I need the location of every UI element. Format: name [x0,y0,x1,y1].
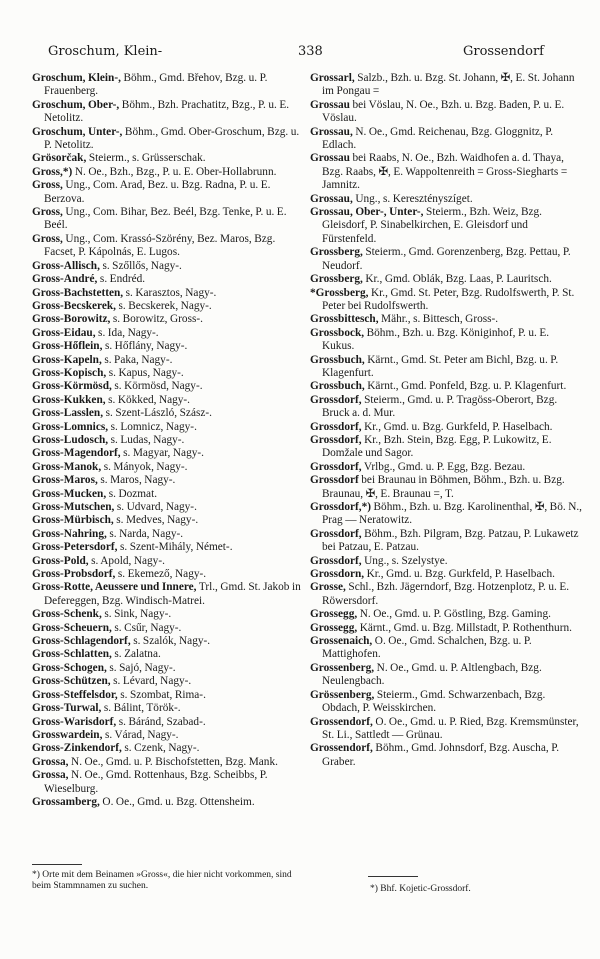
gazetteer-entry [32,179,304,206]
entry-text: Böhm., Gmd. Břehov, Bzg. u. P. Frauenberg. [44,72,268,98]
gazetteer-entry [310,555,582,568]
entry-text: N. Oe., Gmd. u. P. Altlengbach, Bzg. Neulengbach. [322,661,542,688]
entry-text: Böhm., Bzh. u. Bzg. Karolinenthal, ✠, Bö. N., Prag — Neratowitz. [322,501,583,527]
entry-text: Ung., Com. Krassó-Szörény, Bez. Maros, Bzg. Facset, P. Kápolnás, E. Lugos. [44,232,276,259]
entry-headword: Gross-Schenk, [32,608,102,621]
gazetteer-entry [310,206,582,246]
gazetteer-entry [310,152,582,192]
entry-headword: Gross-Ludosch, [32,433,109,446]
entry-text: N. Oe., Gmd. u. P. Göstling, Bzg. Gaming. [359,608,551,621]
gazetteer-entry [310,461,582,474]
entry-text: s. Sink, Nagy-. [104,608,172,621]
entry-headword: Grossendorf, [310,742,373,755]
entry-headword: Grossegg, [310,608,358,621]
entry-headword: Gross-Hőflein, [32,340,103,353]
entry-headword: Gross-Petersdorf, [32,541,118,554]
entry-headword: Grossau, [310,125,353,138]
gazetteer-entry [32,394,304,407]
entry-headword: Grossdorn, [310,568,365,581]
gazetteer-entry [32,675,304,688]
gazetteer-entry [32,488,304,501]
footnote-divider-right [368,876,418,877]
entry-text: N. Oe., Gmd. u. P. Bischofstetten, Bzg. Mank. [71,755,278,768]
entry-headword: Grossdorf [310,474,359,487]
entry-headword: Grossbuch, [310,353,365,366]
entry-text: bei Raabs, N. Oe., Bzh. Waidhofen a. d. Thaya, Bzg. Raabs, ✠, E. Wappoltenreith = Gross-Siegharts = Jamnitz. [322,152,568,192]
entry-text: O. Oe., Gmd. u. Bzg. Ottensheim. [102,795,255,808]
gazetteer-entry [32,152,304,165]
entry-headword: Gross-Kapeln, [32,353,102,366]
entry-text: s. Magyar, Nagy-. [123,447,204,460]
gazetteer-entry [310,287,582,314]
gazetteer-entry [32,340,304,353]
entry-text: s. Zalatna. [114,648,161,661]
entry-headword: Grossau, Ober-, Unter-, [310,206,424,219]
entry-text: s. Kapus, Nagy-. [108,366,184,379]
gazetteer-entry [32,380,304,393]
gazetteer-entry [32,528,304,541]
entry-text: Steierm., Gmd. u. P. Tragöss-Oberort, Bzg. Bruck a. d. Mur. [322,393,558,420]
gazetteer-entry [310,635,582,662]
entry-headword: Grossdorf, [310,460,362,473]
gazetteer-entry [310,72,582,99]
entry-headword: Groschum, Klein-, [32,72,121,84]
entry-headword: Gross-Turwal, [32,702,102,715]
entry-headword: Gross-André, [32,273,98,286]
entry-text: Steierm., s. Grüsserschak. [88,152,206,165]
entry-text: s. Maros, Nagy-. [100,474,176,487]
entry-headword: Grossdorf, [310,433,362,446]
entry-text: s. Körmösd, Nagy-. [114,380,203,393]
gazetteer-entry [32,702,304,715]
entry-headword: Grossa, [32,769,69,782]
entry-headword: Gross-Kukken, [32,393,106,406]
running-header [40,44,562,62]
gazetteer-entry [310,313,582,326]
page-number: 338 [298,44,323,59]
entry-text: s. Endréd. [99,273,146,286]
entry-headword: Grossenberg, [310,661,375,674]
gazetteer-entry [310,568,582,581]
gazetteer-entry [32,581,304,608]
entry-text: N. Oe., Bzh., Bzg., P. u. E. Ober-Hollabrunn. [74,165,277,178]
entry-text: s. Czenk, Nagy-. [124,742,200,755]
entry-headword: Grossdorf, [310,554,362,567]
entry-headword: Grossegg, [310,621,358,634]
gazetteer-entry [32,662,304,675]
gazetteer-entry [32,501,304,514]
gazetteer-entry [32,434,304,447]
entry-text: s. Ludas, Nagy-. [110,433,185,446]
gazetteer-entry [32,716,304,729]
footnote-divider [32,864,82,865]
entry-headword: Grossau [310,152,350,165]
entry-headword: Gross-Allisch, [32,259,100,272]
footnote-right: *) Bhf. Kojetic-Grossdorf. [370,884,471,894]
gazetteer-entry [32,474,304,487]
entry-text: s. Narda, Nagy-. [109,527,184,540]
gazetteer-entry [32,756,304,769]
entry-text: Ung., s. Szelystye. [364,554,448,567]
entry-headword: Gross-Zinkendorf, [32,742,122,755]
entry-text: Schl., Bzh. Jägerndorf, Bzg. Hotzenplotz, P. u. E. Röwersdorf. [322,581,570,607]
entry-text: s. Kökked, Nagy-. [108,393,191,406]
entry-text: s. Várad, Nagy-. [104,728,179,741]
entry-text: s. Mányok, Nagy-. [103,460,188,473]
gazetteer-entry [310,246,582,273]
gazetteer-entry [32,541,304,554]
entry-headword: Groschum, Ober-, [32,98,120,111]
gazetteer-entry [310,608,582,621]
entry-text: N. Oe., Gmd. Reichenau, Bzg. Gloggnitz, P. Edlach. [322,125,554,152]
left-column [32,72,304,809]
entry-headword: Gross-Schützen, [32,675,111,688]
entry-headword: Grössenberg, [310,688,375,701]
entry-headword: Grossdorf, [310,420,362,433]
gazetteer-entry [32,421,304,434]
entry-text: s. Ida, Nagy-. [98,326,159,339]
gazetteer-entry [32,327,304,340]
entry-headword: Gross,*) [32,165,73,178]
gazetteer-entry [310,126,582,153]
entry-headword: Grossbuch, [310,380,365,393]
entry-text: Kr., Gmd. u. Bzg. Gurkfeld, P. Haselbach. [364,420,553,433]
gazetteer-entry [32,514,304,527]
entry-text: s. Lomnicz, Nagy-. [110,420,197,433]
entry-text: s. Szőllős, Nagy-. [102,259,182,272]
entry-headword: Gross-Eidau, [32,326,96,339]
entry-text: Böhm., Bzh. Prachatitz, Bzg., P. u. E. Netolitz. [44,98,290,125]
entry-text: Trl., Gmd. St. Jakob in Defereggen, Bzg. Windisch-Matrei. [44,581,301,607]
entry-text: s. Sajó, Nagy-. [109,661,176,674]
entry-text: s. Dozmat. [108,487,158,500]
footnote-left: *) Orte mit dem Beinamen »Gross«, die hier nicht vorkommen, sind beim Stammnamen zu suchen. [32,870,292,891]
entry-headword: Grossberg, [310,273,363,286]
gazetteer-entry [310,716,582,743]
entry-headword: Gross-Probsdorf, [32,568,116,581]
gazetteer-entry [310,193,582,206]
entry-headword: Gross-Nahring, [32,527,107,540]
entry-text: Steierm., Gmd. Gorenzenberg, Bzg. Pettau, P. Neudorf. [322,246,571,272]
entry-text: Kärnt., Gmd. Ponfeld, Bzg. u. P. Klagenfurt. [367,380,567,393]
entry-text: s. Báránd, Szabad-. [118,715,206,728]
header-left: Groschum, Klein- [48,44,163,59]
gazetteer-entry [32,635,304,648]
entry-headword: Gross-Warisdorf, [32,715,117,728]
entry-headword: Grossendorf, [310,715,373,728]
entry-text: bei Vöslau, N. Oe., Bzh. u. Bzg. Baden, P. u. E. Vöslau. [322,98,565,125]
entry-text: s. Ekemező, Nagy-. [117,568,207,581]
entry-headword: Gross-Schlatten, [32,648,112,661]
gazetteer-entry [32,300,304,313]
entry-text: s. Lévard, Nagy-. [113,675,192,688]
entry-headword: Gross-Maros, [32,474,98,487]
entry-headword: Gross-Becskerek, [32,299,116,312]
entry-headword: Grossamberg, [32,795,100,808]
entry-headword: Gross, [32,179,63,192]
entry-text: s. Borowitz, Gross-. [112,313,203,326]
gazetteer-entry [310,354,582,381]
entry-headword: Gross-Mutschen, [32,501,115,513]
entry-text: Böhm., Gmd. Ober-Groschum, Bzg. u. P. Netolitz. [44,125,300,152]
right-column [310,72,582,769]
entry-text: Kärnt., Gmd. St. Peter am Bichl, Bzg. u. P. Klagenfurt. [322,353,559,379]
entry-text: s. Karasztos, Nagy-. [125,286,217,299]
gazetteer-entry [32,555,304,568]
entry-headword: Grosse, [310,581,346,594]
gazetteer-entry [310,474,582,501]
entry-headword: Gross-Körmösd, [32,380,112,393]
gazetteer-entry [32,608,304,621]
gazetteer-entry [310,528,582,555]
entry-headword: Gross-Manok, [32,460,102,473]
entry-headword: Grossdorf, [310,393,362,406]
entry-text: Vrlbg., Gmd. u. P. Egg, Bzg. Bezau. [363,460,526,473]
entry-text: Ung., s. Keresztényszíget. [355,192,473,205]
entry-text: O. Oe., Gmd. Schalchen, Bzg. u. P. Mattighofen. [322,635,532,661]
gazetteer-entry [32,622,304,635]
gazetteer-entry [310,99,582,126]
entry-headword: Gross-Magendorf, [32,447,121,460]
entry-text: Steierm., Bzh. Weiz, Bzg. Gleisdorf, P. Sinabelkirchen, E. Gleisdorf und Fürstenfeld. [322,206,542,245]
gazetteer-entry [310,689,582,716]
entry-text: O. Oe., Gmd. u. P. Ried, Bzg. Kremsmünster, St. Li., Sattledt — Grünau. [322,715,579,741]
entry-headword: Gross, [32,232,63,245]
entry-headword: Grossau, [310,192,353,205]
gazetteer-entry [32,166,304,179]
gazetteer-entry [32,313,304,326]
gazetteer-entry [32,72,304,99]
entry-text: N. Oe., Gmd. Rottenhaus, Bzg. Scheibbs, P. Wieselburg. [44,769,268,795]
entry-headword: Gross-Schlagendorf, [32,635,131,648]
gazetteer-entry [32,354,304,367]
entry-text: s. Szalók, Nagy-. [133,635,211,648]
gazetteer-entry [310,662,582,689]
entry-headword: Gross-Scheuern, [32,621,112,634]
gazetteer-entry [32,407,304,420]
gazetteer-entry [310,581,582,608]
entry-headword: *Grossberg, [310,286,369,299]
entry-headword: Gross-Lasslen, [32,407,104,420]
entry-text: s. Szent-László, Szász-. [105,407,212,420]
entry-headword: Gross-Schogen, [32,661,107,674]
gazetteer-entry [32,367,304,380]
gazetteer-entry [32,447,304,460]
gazetteer-entry [310,394,582,421]
entry-text: Böhm., Bzh. u. Bzg. Königinhof, P. u. E. Kukus. [322,326,550,353]
entry-headword: Gross-Borowitz, [32,313,111,326]
entry-headword: Gross-Steffelsdor, [32,688,118,701]
entry-headword: Gross-Bachstetten, [32,286,124,299]
entry-text: Salzb., Bzh. u. Bzg. St. Johann, ✠, E. St. Johann im Pongau = [322,72,575,98]
entry-headword: Groschum, Unter-, [32,125,123,138]
entry-text: s. Medves, Nagy-. [116,514,199,527]
gazetteer-entry [32,648,304,661]
entry-text: s. Szent-Mihály, Német-. [119,541,233,554]
entry-text: Kärnt., Gmd. u. Bzg. Millstadt, P. Rothenthurn. [359,621,572,634]
entry-text: s. Becskerek, Nagy-. [118,299,212,312]
entry-text: Kr., Gmd. u. Bzg. Gurkfeld, P. Haselbach. [366,568,555,581]
gazetteer-entry [310,434,582,461]
gazetteer-entry [310,742,582,769]
gazetteer-entry [32,742,304,755]
gazetteer-entry [310,421,582,434]
entry-text: s. Udvard, Nagy-. [116,501,197,513]
gazetteer-entry [32,769,304,796]
gazetteer-entry [32,461,304,474]
entry-text: Kr., Bzh. Stein, Bzg. Egg, P. Lukowitz, E. Domžale und Sagor. [322,433,552,460]
entry-headword: Gross-Pold, [32,554,89,567]
gazetteer-entry [32,273,304,286]
gazetteer-entry [32,796,304,809]
entry-text: Böhm., Bzh. Pilgram, Bzg. Patzau, P. Lukawetz bei Patzau, E. Patzau. [322,527,579,554]
entry-text: bei Braunau in Böhmen, Böhm., Bzh. u. Bzg. Braunau, ✠, E. Braunau =, T. [322,474,565,500]
gazetteer-entry [310,501,582,528]
header-right: Grossendorf [462,44,544,59]
entry-headword: Grossenaich, [310,635,373,648]
gazetteer-entry [32,260,304,273]
entry-headword: Grosswardein, [32,728,103,741]
entry-text: Kr., Gmd. St. Peter, Bzg. Rudolfswerth, P. St. Peter bei Rudolfswerth. [322,286,575,312]
entry-text: Steierm., Gmd. Schwarzenbach, Bzg. Obdach, P. Weisskirchen. [322,688,546,715]
entry-headword: Grossbittesch, [310,313,379,326]
entry-text: s. Bálint, Török-. [103,702,181,715]
entry-text: Ung., Com. Bihar, Bez. Beél, Bzg. Tenke, P. u. E. Beél. [44,206,287,232]
entry-headword: Gross-Mürbisch, [32,514,114,527]
entry-headword: Grösorčak, [32,152,87,165]
gazetteer-entry [310,273,582,286]
entry-text: Kr., Gmd. Oblák, Bzg. Laas, P. Lauritsch. [365,273,552,286]
gazetteer-entry [32,233,304,260]
entry-headword: Gross-Rotte, Aeussere und Innere, [32,581,197,594]
entry-headword: Gross-Mucken, [32,487,107,500]
entry-text: s. Hőflány, Nagy-. [104,340,188,353]
gazetteer-entry [32,287,304,300]
gazetteer-entry [32,729,304,742]
entry-text: s. Paka, Nagy-. [104,353,173,366]
gazetteer-entry [310,327,582,354]
entry-text: s. Szombat, Rima-. [120,688,206,701]
entry-headword: Grossbock, [310,326,365,339]
gazetteer-entry [32,126,304,153]
entry-text: s. Csűr, Nagy-. [114,621,182,634]
entry-headword: Gross-Lomnics, [32,420,109,433]
entry-headword: Grossdorf, [310,527,362,540]
entry-headword: Grossberg, [310,246,363,259]
gazetteer-entry [310,622,582,635]
gazetteer-entry [32,568,304,581]
entry-headword: Grossau [310,98,350,111]
gazetteer-entry [32,206,304,233]
gazetteer-entry [32,99,304,126]
entry-text: Böhm., Gmd. Johnsdorf, Bzg. Auscha, P. Graber. [322,742,560,768]
entry-text: s. Apold, Nagy-. [91,554,165,567]
entry-headword: Grossarl, [310,72,355,84]
entry-headword: Gross, [32,206,63,219]
gazetteer-entry [310,380,582,393]
entry-text: Ung., Com. Arad, Bez. u. Bzg. Radna, P. u. E. Berzova. [44,179,271,205]
entry-headword: Grossdorf,*) [310,501,371,513]
gazetteer-entry [32,689,304,702]
entry-text: Mähr., s. Bittesch, Gross-. [381,313,499,326]
entry-headword: Grossa, [32,755,69,768]
entry-headword: Gross-Kopisch, [32,366,107,379]
